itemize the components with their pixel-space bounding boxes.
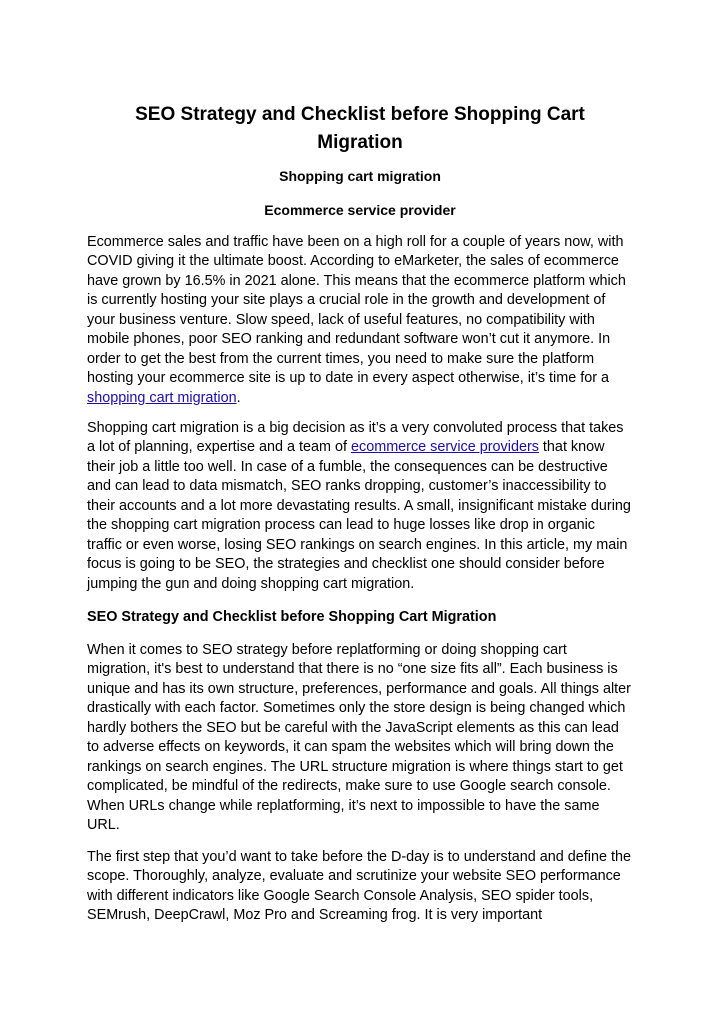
paragraph-1 <box>87 233 633 408</box>
subheading-ecommerce-service-provider: Ecommerce service provider <box>264 202 456 218</box>
subheading-shopping-cart-migration: Shopping cart migration <box>279 168 441 184</box>
paragraph-2-text-before: Shopping cart migration is a big decision as it’s a very convoluted process that takes a lot of planning, expertise and a team of <box>87 420 624 456</box>
paragraph-4: The first step that you’d want to take before the D-day is to understand and define the scope. Thoroughly, analyze, evaluate and scrutinize your website SEO performance with different indicators like Google Search Console Analysis, SEO spider tools, SEMrush, DeepCrawl, Moz Pro and Screaming frog. It is very important <box>87 849 631 924</box>
document-title: SEO Strategy and Checklist before Shopping Cart Migration <box>135 104 585 153</box>
shopping-cart-migration-link[interactable]: shopping cart migration <box>87 389 237 406</box>
paragraph-1-text: Ecommerce sales and traffic have been on a high roll for a couple of years now, with COVID giving it the ultimate boost. According to eMarketer, the sales of ecommerce have grown by 16.5% in 2021 alone. This means that the ecommerce platform which is currently hosting your site plays a crucial role in the growth and development of your business venture. Slow speed, lack of useful features, no compatibility with mobile phones, poor SEO ranking and redundant software won’t cut it anymore. In order to get the best from the current times, you need to make sure the platform hosting your ecommerce site is up to date in every aspect otherwise, it’s time for a <box>87 234 626 387</box>
section-heading: SEO Strategy and Checklist before Shopping Cart Migration <box>87 609 497 625</box>
paragraph-3: When it comes to SEO strategy before replatforming or doing shopping cart migration, it's best to understand that there is no “one size fits all”. Each business is unique and has its own structure, preferences, performance and goals. All things alter drastically with each factor. Sometimes only the store design is being changed which hardly bothers the SEO but be careful with the JavaScript elements as this can lead to adverse effects on keywords, it can spam the websites which will bring down the rankings on search engines. The URL structure migration is where things start to get complicated, be mindful of the redirects, make sure to use Google search console. When URLs change while replatforming, it’s next to impossible to have the same URL. <box>87 642 631 834</box>
paragraph-2-text-after: that know their job a little too well. In case of a fumble, the consequences can be destructive and can lead to data mismatch, SEO ranks dropping, customer’s inaccessibility to their accounts and a lot more devastating results. A small, insignificant mistake during the shopping cart migration process can lead to huge losses like drop in organic traffic or even worse, losing SEO rankings on search engines. In this article, my main focus is going to be SEO, the strategies and checklist one should consider before jumping the gun and doing shopping cart migration. <box>87 439 631 592</box>
ecommerce-service-providers-link[interactable]: ecommerce service providers <box>351 439 539 456</box>
paragraph-1-end: . <box>236 389 241 406</box>
paragraph-2 <box>87 419 633 594</box>
